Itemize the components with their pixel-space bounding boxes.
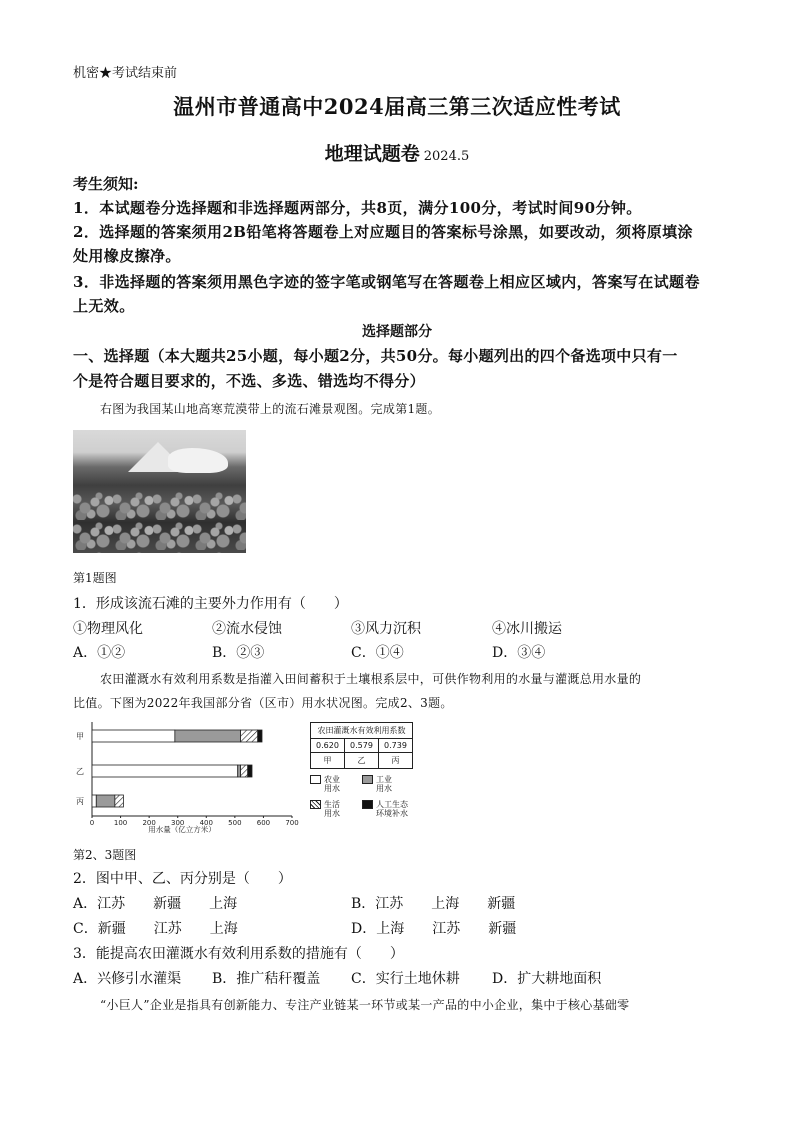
q3-option: C．实行土地休耕	[351, 971, 460, 987]
part-heading: 个是符合题目要求的，不选、多选、错选均不得分）	[73, 372, 425, 390]
coef-label: 乙	[345, 753, 379, 769]
intro-q4: “小巨人”企业是指具有创新能力、专注产业链某一环节或某一产品的中小企业，集中于核心基础零	[100, 998, 630, 1012]
notice-line: 1．本试题卷分选择题和非选择题两部分，共8页，满分100分，考试时间90分钟。	[73, 199, 642, 217]
q2-option: C．新疆 江苏 上海	[73, 921, 238, 937]
x-axis-label: 用水量（亿立方米）	[148, 825, 216, 833]
q3-option: D．扩大耕地面积	[492, 971, 602, 987]
legend-item	[310, 800, 344, 818]
intro-q1: 右图为我国某山地高寒荒漠带上的流石滩景观图。完成第1题。	[100, 402, 441, 416]
category-label: 丙	[76, 797, 84, 806]
coef-value: 0.739	[379, 739, 413, 753]
notice-heading: 考生须知:	[73, 175, 139, 193]
legend-label: 人工生态环境补水	[376, 800, 408, 818]
legend-swatch	[362, 800, 373, 809]
legend-label: 工业用水	[376, 775, 392, 793]
legend-item	[362, 775, 396, 793]
confidential-label: 机密★考试结束前	[73, 66, 178, 81]
bar-segment	[115, 795, 124, 807]
bar-segment	[241, 765, 248, 777]
q3-option: B．推广秸秆覆盖	[212, 971, 321, 987]
legend-label: 农业用水	[324, 775, 340, 793]
coef-value: 0.620	[311, 739, 345, 753]
category-label: 甲	[76, 732, 84, 741]
q1-item: ④冰川搬运	[492, 621, 562, 637]
water-use-chart-svg	[66, 718, 306, 833]
q2-option: A．江苏 新疆 上海	[73, 896, 238, 912]
notice-line: 处用橡皮擦净。	[73, 247, 181, 265]
debris-slope-photo	[73, 430, 246, 553]
coefficient-table	[310, 722, 413, 769]
exam-date: 2024.5	[423, 149, 470, 164]
bar-segment	[92, 765, 238, 777]
exam-subtitle	[0, 139, 794, 166]
legend-swatch	[310, 800, 321, 809]
notice-line: 2．选择题的答案须用2B铅笔将答题卷上对应题目的答案标号涂黑，如要改动，须将原填涂	[73, 223, 693, 241]
q1-item: ②流水侵蚀	[212, 621, 282, 637]
q1-option: A．①②	[73, 645, 126, 661]
q3-stem: 3．能提高农田灌溉水有效利用系数的措施有（ ）	[73, 946, 404, 962]
x-tick-label: 700	[285, 819, 299, 827]
bar-segment	[258, 730, 262, 742]
q2-stem: 2．图中甲、乙、丙分别是（ ）	[73, 871, 292, 887]
bar-segment	[96, 795, 115, 807]
coef-label: 丙	[379, 753, 413, 769]
q1-option: B．②③	[212, 645, 265, 661]
legend-label: 生活用水	[324, 800, 340, 818]
intro-q23: 比值。下图为2022年我国部分省（区市）用水状况图。完成2、3题。	[73, 696, 453, 710]
bar-segment	[238, 765, 241, 777]
bar-segment	[175, 730, 241, 742]
water-use-chart	[66, 718, 306, 833]
coef-value: 0.579	[345, 739, 379, 753]
q1-option: C．①④	[351, 645, 404, 661]
x-tick-label: 500	[228, 819, 242, 827]
x-tick-label: 100	[113, 819, 128, 827]
bar-segment	[241, 730, 258, 742]
section-title: 选择题部分	[362, 324, 432, 340]
bar-segment	[92, 795, 96, 807]
intro-q23: 农田灌溉水有效利用系数是指灌入田间蓄积于土壤根系层中，可供作物利用的水量与灌溉总用水量的	[100, 672, 642, 686]
part-heading: 一、选择题（本大题共25小题，每小题2分，共50分。每小题列出的四个备选项中只有一	[73, 347, 678, 365]
q1-item: ③风力沉积	[351, 621, 421, 637]
legend-swatch	[310, 775, 321, 784]
legend-item	[362, 800, 412, 818]
category-label: 乙	[76, 767, 84, 776]
q3-option: A．兴修引水灌渠	[73, 971, 182, 987]
q1-stem: 1．形成该流石滩的主要外力作用有（ ）	[73, 596, 348, 612]
chart-legend	[310, 775, 420, 823]
legend-item	[310, 775, 344, 793]
x-tick-label: 300	[171, 819, 185, 827]
x-tick-label: 600	[256, 819, 271, 827]
x-tick-label: 0	[89, 819, 95, 827]
q1-option: D．③④	[492, 645, 546, 661]
notice-line: 上无效。	[73, 297, 135, 315]
x-tick-label: 400	[199, 819, 213, 827]
q2-option: D．上海 江苏 新疆	[351, 921, 517, 937]
rock-field	[73, 490, 246, 553]
photo-caption: 第1题图	[73, 571, 117, 585]
bar-segment	[92, 730, 175, 742]
snow-patch	[168, 448, 228, 473]
coef-label: 甲	[311, 753, 345, 769]
q1-item: ①物理风化	[73, 621, 143, 637]
q2-option: B．江苏 上海 新疆	[351, 896, 516, 912]
chart-caption: 第2、3题图	[73, 848, 137, 862]
exam-title: 温州市普通高中2024届高三第三次适应性考试	[173, 94, 621, 119]
x-tick-label: 200	[142, 819, 156, 827]
notice-line: 3．非选择题的答案须用黑色字迹的签字笔或钢笔写在答题卷上相应区域内，答案写在试题卷	[73, 273, 700, 291]
bar-segment	[248, 765, 252, 777]
legend-swatch	[362, 775, 373, 784]
subtitle-text: 地理试题卷	[324, 143, 420, 165]
coef-table-header: 农田灌溉水有效利用系数	[311, 723, 413, 739]
